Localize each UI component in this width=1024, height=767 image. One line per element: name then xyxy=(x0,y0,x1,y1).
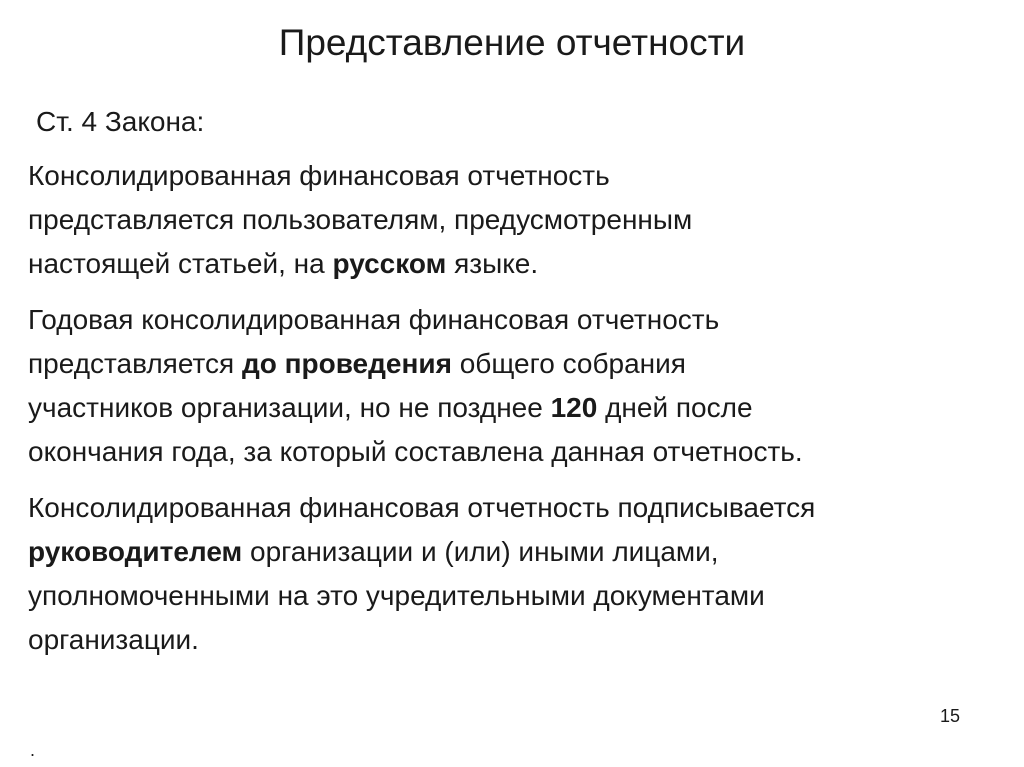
paragraph-line xyxy=(28,386,1003,430)
text-run: дней после xyxy=(597,392,753,423)
footer-mark: . xyxy=(30,740,36,760)
paragraph-signature xyxy=(28,486,1003,662)
slide-title: Представление отчетности xyxy=(278,22,746,63)
text-run: настоящей статьей, на xyxy=(28,248,333,279)
paragraph-line: Консолидированная финансовая отчетность xyxy=(28,160,610,191)
emphasis-russian: русском xyxy=(332,248,447,279)
emphasis-120-days: 120 xyxy=(550,392,598,423)
text-run: представляется xyxy=(28,348,242,379)
paragraph-line xyxy=(28,530,1003,574)
text-run: участников организации, но не позднее xyxy=(28,392,551,423)
paragraph-line xyxy=(28,342,1003,386)
text-run: языке. xyxy=(446,248,539,279)
paragraph-deadline xyxy=(28,298,1003,474)
paragraph-line: уполномоченными на это учредительными документами xyxy=(28,580,765,611)
paragraph-line: организации. xyxy=(28,624,199,655)
paragraph-line: окончания года, за который составлена данная отчетность. xyxy=(28,436,803,467)
text-run: общего собрания xyxy=(451,348,686,379)
paragraph-line: Консолидированная финансовая отчетность подписывается xyxy=(28,492,816,523)
text-run: организации и (или) иными лицами, xyxy=(242,536,719,567)
paragraph-line: Годовая консолидированная финансовая отчетность xyxy=(28,304,720,335)
paragraph-language xyxy=(28,154,1003,286)
emphasis-before-meeting: до проведения xyxy=(241,348,452,379)
paragraph-line: представляется пользователям, предусмотренным xyxy=(28,204,693,235)
emphasis-head: руководителем xyxy=(28,536,243,567)
law-reference: Ст. 4 Закона: xyxy=(36,106,205,137)
paragraph-line xyxy=(28,242,1003,286)
page-number: 15 xyxy=(940,706,961,726)
